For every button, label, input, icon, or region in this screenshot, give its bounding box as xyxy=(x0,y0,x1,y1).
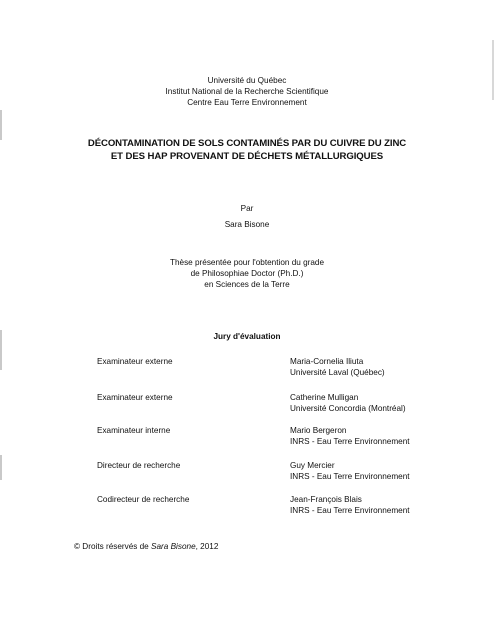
jury-member-affiliation: INRS - Eau Terre Environnement xyxy=(290,472,410,481)
author-block xyxy=(0,203,494,230)
copyright-author: Sara Bisone xyxy=(151,542,196,551)
thesis-statement xyxy=(0,257,494,290)
jury-member-name: Maria-Cornelia Iliuta xyxy=(290,357,364,366)
copyright-year: , 2012 xyxy=(195,542,219,551)
jury-role: Examinateur externe xyxy=(97,393,173,402)
thesis-title xyxy=(0,137,494,163)
jury-member xyxy=(290,425,410,447)
jury-member-affiliation: INRS - Eau Terre Environnement xyxy=(290,506,410,515)
institute-name: Institut National de la Recherche Scientifique xyxy=(165,87,329,96)
scan-edge-mark xyxy=(0,110,2,140)
jury-role: Codirecteur de recherche xyxy=(97,495,190,504)
jury-member-affiliation: Université Concordia (Montréal) xyxy=(290,404,406,413)
jury-heading: Jury d'évaluation xyxy=(213,332,281,341)
by-label: Par xyxy=(240,204,254,213)
jury-row xyxy=(0,425,494,449)
institution-header xyxy=(0,75,494,108)
jury-row xyxy=(0,356,494,380)
thesis-title-line-1: DÉCONTAMINATION DE SOLS CONTAMINÉS PAR DU CUIVRE DU ZINC xyxy=(87,138,407,149)
jury-row xyxy=(0,460,494,484)
jury-member xyxy=(290,392,406,414)
thesis-statement-line-2: de Philosophiae Doctor (Ph.D.) xyxy=(190,269,304,278)
jury-member-affiliation: INRS - Eau Terre Environnement xyxy=(290,437,410,446)
thesis-title-line-2: ET DES HAP PROVENANT DE DÉCHETS MÉTALLURGIQUES xyxy=(110,151,384,162)
jury-row xyxy=(0,392,494,416)
university-name: Université du Québec xyxy=(207,76,287,85)
jury-member-name: Mario Bergeron xyxy=(290,426,347,435)
jury-member-name: Catherine Mulligan xyxy=(290,393,359,402)
jury-row xyxy=(0,494,494,518)
thesis-statement-line-3: en Sciences de la Terre xyxy=(204,280,290,289)
jury-member-affiliation: Université Laval (Québec) xyxy=(290,368,385,377)
jury-heading-block xyxy=(0,331,494,342)
copyright-notice xyxy=(74,541,218,552)
thesis-statement-line-1: Thèse présentée pour l'obtention du grade xyxy=(169,258,325,267)
jury-member xyxy=(290,494,410,516)
jury-member xyxy=(290,460,410,482)
jury-member-name: Jean-François Blais xyxy=(290,495,362,504)
copyright-prefix: © Droits réservés de xyxy=(74,542,152,551)
jury-role: Examinateur interne xyxy=(97,426,171,435)
jury-member xyxy=(290,356,385,378)
jury-role: Examinateur externe xyxy=(97,357,173,366)
jury-member-name: Guy Mercier xyxy=(290,461,335,470)
centre-name: Centre Eau Terre Environnement xyxy=(187,98,307,107)
jury-role: Directeur de recherche xyxy=(97,461,181,470)
author-name: Sara Bisone xyxy=(224,220,270,229)
